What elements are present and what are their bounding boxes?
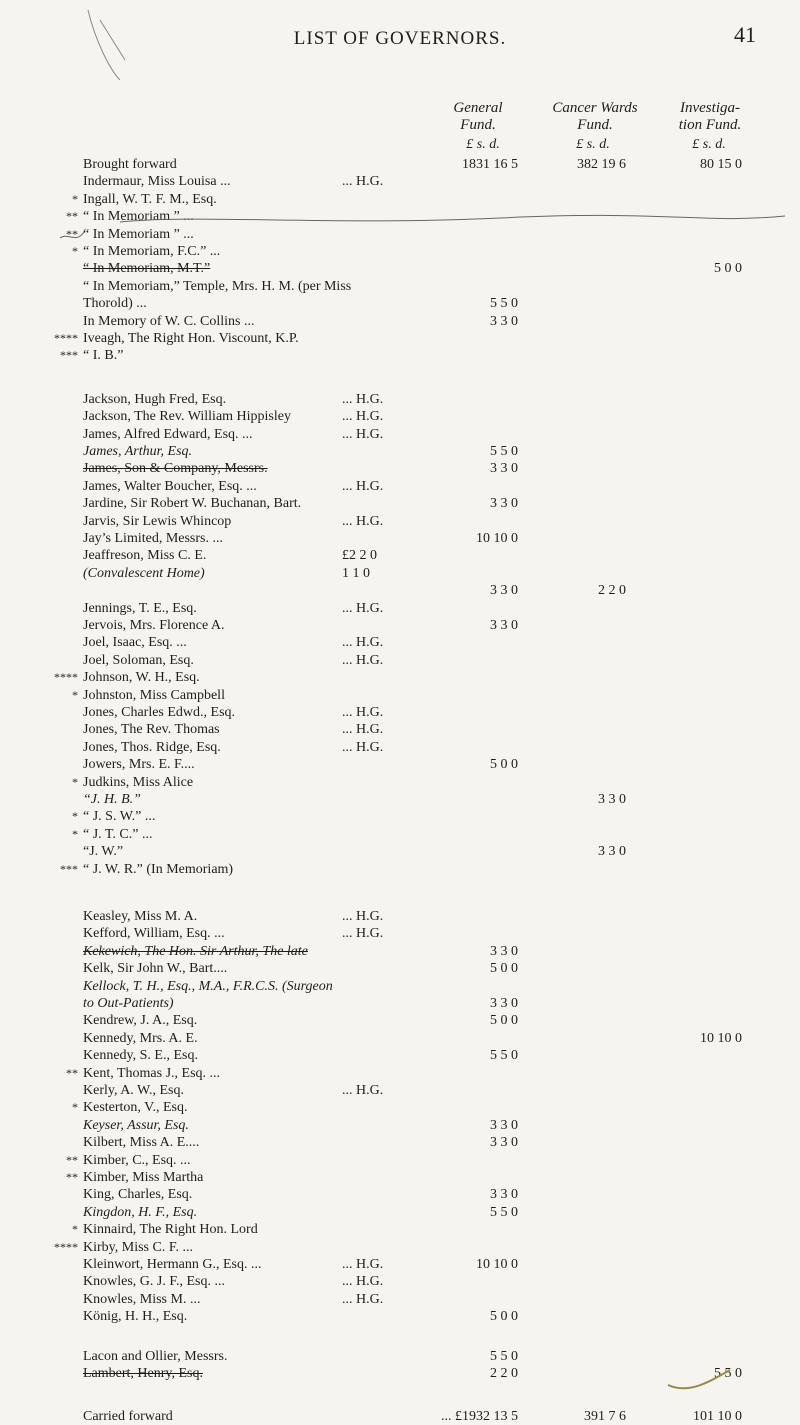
general-fund-amount: 5 0 0	[490, 757, 518, 773]
general-fund-amount: 5 5 0	[490, 1348, 518, 1364]
asterisk-marker: ****	[54, 670, 78, 685]
asterisk-marker: ***	[60, 348, 78, 363]
cancer-wards-fund-amount: 382 19 6	[577, 157, 626, 172]
column-units: £ s. d.	[466, 137, 500, 152]
governor-designation: 1 1 0	[342, 565, 370, 581]
governor-designation: ... H.G.	[342, 1083, 384, 1098]
general-fund-amount: 5 5 0	[490, 1204, 518, 1220]
governor-name: “J. W.”	[83, 844, 124, 860]
governor-name: Kendrew, J. A., Esq.	[83, 1013, 198, 1029]
governor-name: James, Son & Company, Messrs.	[83, 461, 268, 477]
governor-name: “ J. T. C.” ...	[83, 826, 153, 842]
general-fund-amount: 10 10 0	[476, 1257, 518, 1272]
governor-designation: ... H.G.	[342, 409, 384, 425]
governor-name: Joel, Soloman, Esq.	[83, 652, 194, 668]
asterisk-marker: **	[66, 226, 78, 241]
governor-designation: ... H.G.	[342, 391, 384, 407]
governor-name: James, Arthur, Esq.	[83, 444, 193, 459]
governor-designation: ... H.G.	[342, 926, 384, 942]
governor-designation: ... H.G.	[342, 652, 384, 668]
governor-name: Lacon and Ollier, Messrs.	[83, 1348, 228, 1364]
governor-name: Ingall, W. T. F. M., Esq.	[83, 191, 217, 207]
governor-name: Jowers, Mrs. E. F....	[83, 757, 195, 773]
column-title-line1: Cancer Wards	[552, 100, 638, 116]
governor-name: Jeaffreson, Miss C. E.	[83, 548, 207, 564]
governor-name: Kekewich, The Hon. Sir Arthur, The late	[83, 943, 308, 959]
investigation-fund-amount: 101 10 0	[693, 1409, 742, 1425]
governor-designation: ... H.G.	[342, 1291, 384, 1307]
governor-designation: ... H.G.	[342, 909, 384, 924]
governor-name: “J. H. B.”	[83, 792, 141, 807]
governor-name: “ In Memoriam,” Temple, Mrs. H. M. (per Miss	[83, 278, 352, 294]
column-title-line1: Investiga-	[680, 100, 740, 116]
governor-designation: ... H.G.	[342, 478, 384, 494]
governor-name: Jackson, The Rev. William Hippisley	[83, 409, 291, 425]
governor-name: “ J. S. W.” ...	[83, 809, 156, 825]
general-fund-amount: 3 3 0	[490, 618, 518, 633]
governor-name: Judkins, Miss Alice	[83, 774, 194, 790]
general-fund-amount: 5 5 0	[490, 296, 518, 312]
asterisk-marker: ***	[60, 861, 78, 876]
governor-name: James, Walter Boucher, Esq. ...	[83, 478, 257, 494]
governor-designation: ... H.G.	[342, 635, 384, 651]
asterisk-marker: *	[72, 826, 78, 841]
asterisk-marker: *	[72, 809, 78, 824]
general-fund-amount: 3 3 0	[490, 583, 518, 599]
governor-name: Jones, Charles Edwd., Esq.	[83, 705, 236, 720]
governor-name: Kellock, T. H., Esq., M.A., F.R.C.S. (Surgeon	[83, 978, 333, 994]
general-fund-amount: 5 0 0	[490, 1013, 518, 1029]
governor-name: Jones, Thos. Ridge, Esq.	[83, 739, 221, 755]
governor-name: Kimber, C., Esq. ...	[83, 1152, 191, 1168]
governor-name: Brought forward	[83, 157, 177, 172]
general-fund-amount: 3 3 0	[490, 1135, 518, 1151]
governor-name: Kinnaird, The Right Hon. Lord	[83, 1222, 258, 1238]
asterisk-marker: **	[66, 1170, 78, 1184]
governor-name: “ In Memoriam ” ...	[83, 209, 194, 225]
general-fund-amount: 3 3 0	[490, 1117, 518, 1133]
governor-name: Jarvis, Sir Lewis Whincop	[83, 513, 232, 529]
investigation-fund-amount: 80 15 0	[700, 157, 742, 172]
governor-designation: ... H.G.	[342, 1257, 384, 1272]
general-fund-amount: 1831 16 5	[462, 157, 518, 172]
general-fund-amount: 5 0 0	[490, 961, 518, 977]
investigation-fund-amount: 5 0 0	[714, 261, 742, 277]
governor-name: Knowles, G. J. F., Esq. ...	[83, 1274, 225, 1290]
governor-name: Iveagh, The Right Hon. Viscount, K.P.	[83, 331, 299, 346]
governor-name: Keyser, Assur, Esq.	[83, 1117, 189, 1133]
general-fund-amount: 3 3 0	[490, 943, 518, 959]
governor-name: Kerly, A. W., Esq.	[83, 1083, 184, 1098]
general-fund-amount: 3 3 0	[490, 461, 518, 477]
governor-name: Kennedy, S. E., Esq.	[83, 1048, 198, 1064]
asterisk-marker: **	[66, 1152, 78, 1167]
governor-name: “ I. B.”	[83, 348, 124, 364]
governor-name: Kefford, William, Esq. ...	[83, 926, 225, 942]
cancer-wards-fund-amount: 3 3 0	[598, 792, 626, 807]
governor-name: Carried forward	[83, 1409, 173, 1425]
governor-name: Jennings, T. E., Esq.	[83, 600, 197, 616]
governor-name: Kilbert, Miss A. E....	[83, 1135, 200, 1151]
governor-name: In Memory of W. C. Collins ...	[83, 313, 255, 329]
cancer-wards-fund-amount: 2 2 0	[598, 583, 626, 599]
governor-name: Jervois, Mrs. Florence A.	[83, 618, 225, 633]
general-fund-amount: 2 2 0	[490, 1366, 518, 1381]
governor-name: King, Charles, Esq.	[83, 1187, 193, 1203]
column-units: £ s. d.	[692, 137, 726, 152]
cancer-wards-fund-amount: 3 3 0	[598, 844, 626, 860]
general-fund-amount: 3 3 0	[490, 1187, 518, 1203]
governor-name: Jackson, Hugh Fred, Esq.	[83, 391, 227, 407]
asterisk-marker: *	[72, 774, 78, 789]
governor-name: Jones, The Rev. Thomas	[83, 722, 220, 738]
asterisk-marker: *	[72, 687, 78, 702]
page-number: 41	[734, 22, 756, 47]
general-fund-amount: 3 3 0	[490, 496, 518, 512]
governor-name: Thorold) ...	[83, 296, 147, 312]
asterisk-marker: *	[72, 1222, 78, 1237]
general-fund-amount: 5 5 0	[490, 444, 518, 459]
general-fund-amount: 10 10 0	[476, 531, 518, 546]
governor-name: Knowles, Miss M. ...	[83, 1291, 201, 1307]
investigation-fund-amount: 5 5 0	[714, 1366, 742, 1381]
governor-name: Lambert, Henry, Esq.	[83, 1366, 203, 1381]
governor-name: Kingdon, H. F., Esq.	[83, 1204, 198, 1220]
governor-name: Kesterton, V., Esq.	[83, 1100, 188, 1116]
governor-name: Keasley, Miss M. A.	[83, 909, 198, 924]
governor-designation: ... H.G.	[342, 1274, 384, 1290]
general-fund-amount: 5 0 0	[490, 1309, 518, 1325]
column-title-line1: General	[453, 100, 503, 116]
governor-designation: ... H.G.	[342, 722, 384, 738]
asterisk-marker: *	[72, 1100, 78, 1115]
column-units: £ s. d.	[576, 137, 610, 152]
governor-designation: ... H.G.	[342, 705, 384, 720]
governor-name: Indermaur, Miss Louisa ...	[83, 174, 231, 190]
governor-name: Johnson, W. H., Esq.	[83, 670, 200, 686]
governor-name: James, Alfred Edward, Esq. ...	[83, 426, 253, 442]
governor-name: Kennedy, Mrs. A. E.	[83, 1030, 198, 1046]
general-fund-amount: 3 3 0	[490, 996, 518, 1011]
governor-name: “ In Memoriam ” ...	[83, 226, 194, 242]
page-title: LIST OF GOVERNORS.	[293, 28, 507, 49]
general-fund-amount: 5 5 0	[490, 1048, 518, 1064]
column-title-line2: Fund.	[577, 117, 613, 133]
asterisk-marker: *	[72, 191, 78, 206]
general-fund-amount: 3 3 0	[490, 313, 518, 329]
governor-name: “ In Memoriam, M.T.”	[83, 261, 211, 277]
governor-name: Kleinwort, Hermann G., Esq. ...	[83, 1257, 262, 1272]
governor-designation: ... H.G.	[342, 426, 384, 442]
column-title-line2: Fund.	[460, 117, 496, 133]
cancer-wards-fund-amount: 391 7 6	[584, 1409, 626, 1425]
governor-name: Kimber, Miss Martha	[83, 1170, 204, 1185]
asterisk-marker: ****	[54, 331, 78, 345]
governor-name: to Out-Patients)	[83, 996, 174, 1011]
column-title-line2: tion Fund.	[678, 117, 742, 133]
governor-name: (Convalescent Home)	[83, 565, 205, 581]
governor-name: König, H. H., Esq.	[83, 1309, 188, 1325]
governor-designation: ... H.G.	[342, 739, 384, 755]
governor-designation: £2 2 0	[342, 548, 377, 564]
governor-name: “ In Memoriam, F.C.” ...	[83, 244, 221, 259]
asterisk-marker: ****	[54, 1239, 78, 1254]
governor-name: Kelk, Sir John W., Bart....	[83, 961, 228, 977]
investigation-fund-amount: 10 10 0	[700, 1030, 742, 1046]
governor-name: Johnston, Miss Campbell	[83, 687, 225, 703]
governor-name: Kirby, Miss C. F. ...	[83, 1239, 193, 1255]
asterisk-marker: *	[72, 244, 78, 258]
governor-designation: ... H.G.	[342, 600, 384, 616]
asterisk-marker: **	[66, 1065, 78, 1080]
governor-name: Kent, Thomas J., Esq. ...	[83, 1065, 221, 1081]
governor-name: “ J. W. R.” (In Memoriam)	[83, 861, 234, 877]
asterisk-marker: **	[66, 209, 78, 224]
governor-name: Jardine, Sir Robert W. Buchanan, Bart.	[83, 496, 302, 512]
governor-designation: ... H.G.	[342, 174, 384, 190]
governor-designation: ... H.G.	[342, 513, 384, 529]
governor-name: Joel, Isaac, Esq. ...	[83, 635, 187, 651]
governor-name: Jay’s Limited, Messrs. ...	[83, 531, 223, 546]
general-fund-amount: ... £1932 13 5	[441, 1409, 518, 1425]
